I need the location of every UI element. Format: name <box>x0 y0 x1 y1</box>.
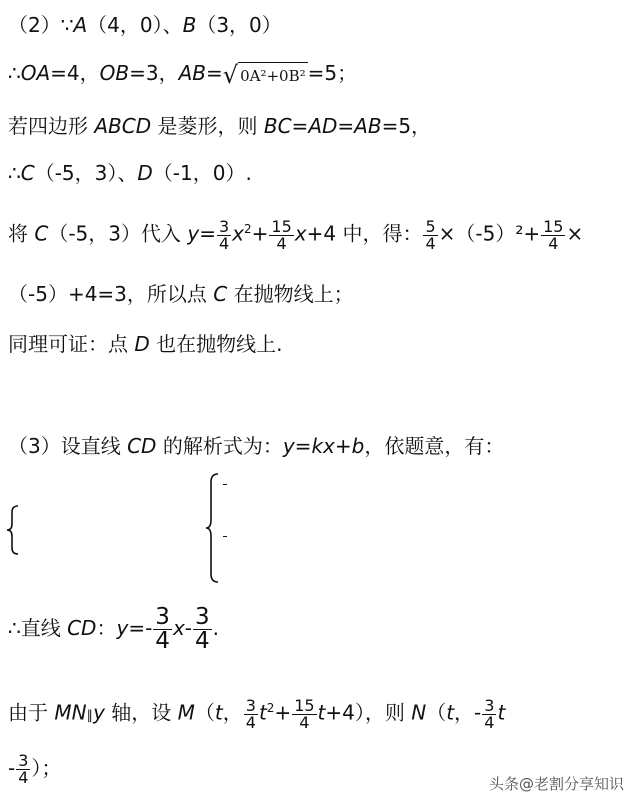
text: = <box>206 61 223 85</box>
text: = <box>337 114 355 138</box>
var-t: t <box>258 700 267 725</box>
text: （2）∵ <box>8 13 74 37</box>
point-d: D <box>137 161 153 185</box>
fraction <box>541 216 565 253</box>
segment-bc: BC <box>263 114 292 138</box>
text: ： <box>96 616 117 640</box>
sqrt-expression: √ 0A²+0B² <box>222 60 306 89</box>
text: + <box>334 434 352 458</box>
var-x: x <box>232 221 244 246</box>
numerator: 3 <box>218 216 230 236</box>
fraction <box>217 216 231 253</box>
line-4 <box>8 160 252 186</box>
numerator: 3 <box>195 604 210 630</box>
text: ， <box>222 700 243 725</box>
parallel-symbol: ∥ <box>86 708 94 724</box>
segment-ab: AB <box>354 114 382 138</box>
denominator: 4 <box>245 712 256 732</box>
text: . <box>212 616 219 640</box>
denominator: 4 <box>276 233 287 253</box>
therefore-symbol: ∴ <box>8 61 21 85</box>
point-d: D <box>134 332 150 356</box>
line-11 <box>8 745 61 791</box>
line-7 <box>8 331 282 357</box>
fraction <box>153 606 172 653</box>
numerator: 3 <box>18 751 29 770</box>
text: 若四边形 <box>8 114 95 138</box>
point-c: C <box>34 221 49 246</box>
fraction <box>482 695 496 732</box>
numerator: 5 <box>425 216 436 236</box>
text: （-1，0）. <box>152 161 252 185</box>
term-kx: kx <box>311 434 335 458</box>
text: 是菱形，则 <box>151 114 264 138</box>
denominator: 4 <box>299 712 310 732</box>
text: + <box>274 700 292 725</box>
solution-b <box>222 536 228 537</box>
fraction <box>269 216 293 253</box>
denominator: 4 <box>18 768 29 787</box>
text: =4， <box>50 61 100 85</box>
right-brace-icon <box>204 472 220 584</box>
denominator: 4 <box>155 628 170 654</box>
line-9 <box>8 598 219 658</box>
text: ，依题意，有： <box>364 434 505 458</box>
numerator: 15 <box>543 216 564 236</box>
line-8 <box>8 433 504 459</box>
text: =5； <box>307 61 358 85</box>
line-cd: CD <box>127 434 157 458</box>
var-y: y <box>282 434 295 458</box>
text: - <box>184 616 192 640</box>
text: （-5）+4=3，所以点 <box>8 282 214 306</box>
segment-mn: MN <box>54 700 87 725</box>
denominator: 4 <box>425 233 436 253</box>
var-x: x <box>294 221 307 246</box>
text: ∴直线 <box>8 616 68 640</box>
fraction <box>16 753 30 786</box>
var-y: y <box>116 616 129 640</box>
denominator: 4 <box>218 233 230 253</box>
watermark: 头条@老割分享知识 <box>488 775 624 793</box>
line-1 <box>8 12 282 38</box>
equation-system <box>0 480 640 590</box>
segment-ab: AB <box>178 61 207 85</box>
point-n: N <box>411 700 427 725</box>
line-10 <box>8 688 505 737</box>
point-a: A <box>73 13 88 37</box>
point-b: B <box>182 13 197 37</box>
quad-abcd: ABCD <box>94 114 152 138</box>
text: （-5，3）、 <box>34 161 138 185</box>
line-6 <box>8 281 354 307</box>
var-b: b <box>351 434 365 458</box>
var-x: x <box>172 616 185 640</box>
text: = <box>291 114 309 138</box>
point-c: C <box>20 161 35 185</box>
text: =5， <box>381 114 432 138</box>
radicand: 0A²+0B² <box>238 62 308 88</box>
numerator: 15 <box>271 216 292 236</box>
var-t: t <box>497 700 506 725</box>
numerator: 15 <box>294 695 315 715</box>
text: +4），则 <box>325 700 412 725</box>
text: 将 <box>8 221 35 246</box>
fraction <box>423 216 437 253</box>
var-t: t <box>446 700 455 725</box>
text: 轴，设 <box>104 700 178 725</box>
left-brace-icon <box>4 504 20 556</box>
text: （ <box>194 700 215 725</box>
text: = <box>199 221 216 246</box>
segment-ob: OB <box>99 61 130 85</box>
denominator: 4 <box>484 712 495 732</box>
text: +4 中，得： <box>306 221 423 246</box>
text: =- <box>128 616 153 640</box>
denominator: 4 <box>195 628 210 654</box>
segment-oa: OA <box>20 61 51 85</box>
numerator <box>223 484 227 485</box>
numerator: 3 <box>245 695 256 715</box>
solution-k <box>222 484 228 485</box>
text: 在抛物线上； <box>227 282 354 306</box>
point-m: M <box>177 700 195 725</box>
text: （-5，3）代入 <box>48 221 188 246</box>
text: =3， <box>129 61 179 85</box>
fraction <box>244 695 258 732</box>
var-y: y <box>93 700 105 725</box>
exponent: 2 <box>244 222 252 236</box>
text: 也在抛物线上. <box>149 332 283 356</box>
text: （ <box>426 700 447 725</box>
text: 由于 <box>8 700 55 725</box>
denominator: 4 <box>548 233 559 253</box>
text: ）； <box>31 756 62 780</box>
segment-ad: AD <box>308 114 338 138</box>
line-5 <box>8 209 583 254</box>
numerator: 3 <box>484 695 495 715</box>
text: + <box>251 221 269 246</box>
line-2 <box>8 60 357 88</box>
text: - <box>8 756 16 780</box>
text: 同理可证：点 <box>8 332 135 356</box>
text: = <box>294 434 312 458</box>
text: （4，0）、 <box>87 13 183 37</box>
numerator <box>223 536 227 537</box>
text: （3）设直线 <box>8 434 128 458</box>
fraction <box>223 484 227 485</box>
text: （3，0） <box>196 13 282 37</box>
var-t: t <box>214 700 223 725</box>
line-cd: CD <box>67 616 97 640</box>
numerator: 3 <box>155 604 170 630</box>
var-y: y <box>187 221 200 246</box>
point-c: C <box>213 282 228 306</box>
fraction <box>193 606 212 653</box>
fraction <box>223 536 227 537</box>
var-t: t <box>317 700 326 725</box>
text: ×（-5）²+ <box>438 221 541 246</box>
line-3 <box>8 113 431 139</box>
exponent: 2 <box>266 701 275 715</box>
text: ，- <box>454 700 482 725</box>
therefore-symbol: ∴ <box>8 161 21 185</box>
fraction <box>292 695 316 732</box>
text: × <box>566 221 584 246</box>
text: 的解析式为： <box>156 434 283 458</box>
